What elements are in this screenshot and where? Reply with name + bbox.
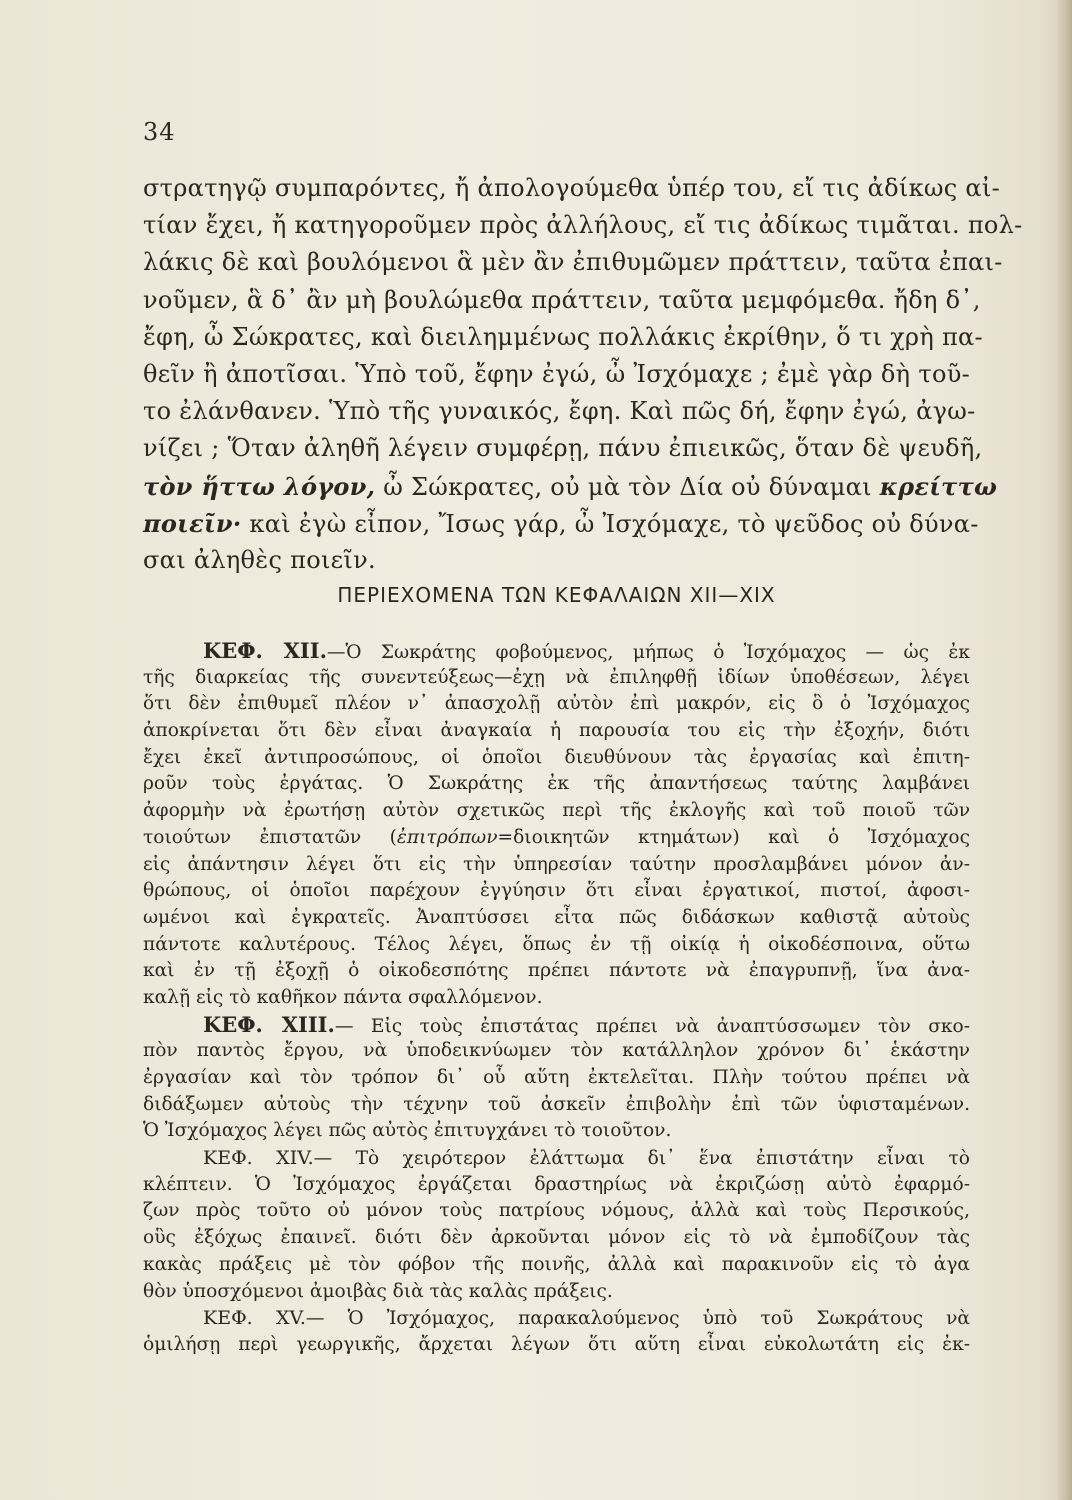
text-segment: —Ὁ Σωκράτης φοβούμενος, μήπως ὁ Ἰσχόμαχος — ὡς ἐκ bbox=[326, 642, 970, 663]
text-segment: — Τὸ χειρότερον ἐλάττωμα δι᾽ ἕνα ἐπιστάτην εἶναι τὸ bbox=[313, 1148, 970, 1170]
page-number: 34 bbox=[143, 118, 176, 146]
text-line: στρατηγῷ συμπαρόντες, ἤ ἀπολογούμεθα ὑπέρ του, εἴ τις ἀδίκως αἰ- bbox=[143, 174, 1001, 202]
text-line: ζων πρὸς τοῦτο οὐ μόνον τοὺς πατρίους νόμους, ἀλλὰ καὶ τοὺς Περσικούς, bbox=[143, 1200, 970, 1222]
text-segment: ὦ Σώκρατες, οὐ μὰ τὸν Δία οὐ δύναμαι bbox=[375, 472, 880, 501]
chapter-12-first-line bbox=[143, 638, 970, 665]
chapter-summaries bbox=[143, 638, 970, 1359]
text-line: νίζει ; Ὅταν ἀληθῆ λέγειν συμφέρῃ, πάνυ ἐπιεικῶς, ὅταν δὲ ψευδῆ, bbox=[143, 434, 983, 463]
chapter-label: ΚΕΦ. XII. bbox=[203, 638, 327, 663]
text-line: ἔχει ἐκεῖ ἀντιπροσώπους, οἱ ὁποῖοι διευθύνουν τὰς ἐργασίας καὶ ἐπιτη- bbox=[143, 746, 970, 768]
text-line: ἀποκρίνεται ὅτι δὲν εἶναι ἀναγκαία ἡ παρουσία του εἰς τὴν ἐξοχήν, διότι bbox=[143, 720, 970, 742]
chapter-15-first-line bbox=[143, 1305, 970, 1332]
text-line bbox=[143, 468, 998, 505]
text-line: ὅτι δὲν ἐπιθυμεῖ πλέον ν᾽ ἀπασχολῇ αὐτὸν ἐπὶ μακρόν, εἰς ὃ ὁ Ἰσχόμαχος bbox=[143, 693, 970, 715]
text-line: ροῦν τοὺς ἐργάτας. Ὁ Σωκράτης ἐκ τῆς ἀπαντήσεως ταύτης λαμβάνει bbox=[143, 773, 970, 795]
text-segment: =διοικητῶν κτημάτων) καὶ ὁ Ἰσχόμαχος bbox=[497, 826, 971, 848]
text-line: νοῦμεν, ἃ δ᾽ ἂν μὴ βουλώμεθα πράττειν, ταῦτα μεμφόμεθα. ἤδη δ᾽, bbox=[143, 285, 981, 314]
book-spine-edge bbox=[1058, 0, 1072, 1500]
text-line bbox=[143, 825, 970, 852]
text-line: οὓς ἐξόχως ἐπαινεῖ. διότι δὲν ἀρκοῦνται μόνον εἰς τὸ νὰ ἐμποδίζουν τὰς bbox=[143, 1227, 970, 1249]
text-line: εἰς ἀπάντησιν λέγει ὅτι εἰς τὴν ὑπηρεσίαν ταύτην προσλαμβάνει μόνον ἀν- bbox=[143, 853, 970, 875]
section-heading: ΠΕΡΙΕΧΟΜΕΝΑ ΤΩΝ ΚΕΦΑΛΑΙΩΝ XII—XIX bbox=[337, 583, 776, 607]
text-line bbox=[143, 505, 979, 542]
text-line: κλέπτειν. Ὁ Ἰσχόμαχος ἐργάζεται δραστηρίως νὰ ἐκριζώσῃ αὐτὸ ἐφαρμό- bbox=[143, 1173, 970, 1195]
text-line: θὸν ὑποσχόμενοι ἀμοιβὰς διὰ τὰς καλὰς πράξεις. bbox=[143, 1280, 613, 1302]
text-segment: — Ὁ Ἰσχόμαχος, παρακαλούμενος ὑπὸ τοῦ Σωκράτους νὰ bbox=[305, 1308, 970, 1330]
text-line: λάκις δὲ καὶ βουλόμενοι ἃ μὲν ἂν ἐπιθυμῶμεν πράττειν, ταῦτα ἐπαι- bbox=[143, 248, 1003, 277]
text-segment: τοιούτων ἐπιστατῶν ( bbox=[143, 826, 397, 848]
intro-paragraph bbox=[143, 170, 1023, 579]
emphasis-text: κρείττω bbox=[879, 471, 998, 501]
chapter-label: ΚΕΦ. XIII. bbox=[203, 1011, 335, 1037]
text-line: πὸν παντὸς ἔργου, νὰ ὑποδεικνύωμεν τὸν κατάλληλον χρόνον δι᾽ ἑκάστην bbox=[143, 1040, 970, 1062]
text-line: ἔφη, ὦ Σώκρατες, καὶ διειλημμένως πολλάκις ἐκρίθην, ὅ τι χρὴ πα- bbox=[143, 322, 983, 351]
italic-term: ἐπιτρόπων bbox=[396, 826, 498, 848]
text-line: ωμένοι καὶ ἐγκρατεῖς. Ἀναπτύσσει εἶτα πῶς διδάσκων καθιστᾷ αὐτοὺς bbox=[143, 906, 970, 928]
text-line: το ἐλάνθανεν. Ὑπὸ τῆς γυναικός, ἔφη. Καὶ πῶς δή, ἔφην ἐγώ, ἀγω- bbox=[143, 397, 976, 426]
chapter-14-first-line bbox=[143, 1145, 970, 1172]
text-line: καὶ ἐν τῇ ἐξοχῇ ὁ οἰκοδεσπότης πρέπει πάντοτε νὰ ἐπαγρυπνῇ, ἵνα ἀνα- bbox=[143, 960, 970, 982]
text-line: διδάξωμεν αὐτοὺς τὴν τέχνην τοῦ ἀσκεῖν ἐπιβολὴν ἐπὶ τῶν ὑφισταμένων. bbox=[143, 1093, 970, 1115]
text-line: θεῖν ἢ ἀποτῖσαι. Ὑπὸ τοῦ, ἔφην ἐγώ, ὦ Ἰσχόμαχε ; ἐμὲ γὰρ δὴ τοῦ- bbox=[143, 359, 970, 388]
text-line: Ὁ Ἰσχόμαχος λέγει πῶς αὐτὸς ἐπιτυγχάνει τὸ τοιοῦτον. bbox=[143, 1120, 672, 1142]
text-segment: καὶ ἐγὼ εἶπον, Ἴσως γάρ, ὦ Ἰσχόμαχε, τὸ ψεῦδος οὐ δύνα- bbox=[241, 509, 979, 538]
text-line: θρώπους, οἱ ὁποῖοι παρέχουν ἐγγύησιν ὅτι εἶναι ἐργατικοί, πιστοί, ἀφοσι- bbox=[143, 880, 970, 902]
text-line: πάντοτε καλυτέρους. Τέλος λέγει, ὅπως ἐν τῇ οἰκίᾳ ἡ οἰκοδέσποινα, οὕτω bbox=[143, 933, 970, 955]
text-line: ὁμιλήσῃ περὶ γεωργικῆς, ἄρχεται λέγων ὅτι αὕτη εἶναι εὐκολωτάτη εἰς ἐκ- bbox=[143, 1333, 970, 1355]
text-segment: — Εἰς τοὺς ἐπιστάτας πρέπει νὰ ἀναπτύσσωμεν τὸν σκο- bbox=[334, 1015, 971, 1037]
chapter-13-first-line bbox=[143, 1012, 970, 1039]
text-line: ἐργασίαν καὶ τὸν τρόπον δι᾽ οὗ αὕτη ἐκτελεῖται. Πλὴν τούτου πρέπει νὰ bbox=[143, 1067, 970, 1088]
text-line: ἀφορμὴν νὰ ἐρωτήσῃ αὐτὸν σχετικῶς περὶ τῆς ἐκλογῆς καὶ τοῦ ποιοῦ τῶν bbox=[143, 800, 970, 822]
text-line: κακὰς πράξεις μὲ τὸν φόβον τῆς ποινῆς, ἀλλὰ καὶ παρακινοῦν εἰς τὸ ἀγα bbox=[143, 1253, 970, 1275]
emphasis-text: ποιεῖν· bbox=[143, 508, 242, 538]
text-line: καλῇ εἰς τὸ καθῆκον πάντα σφαλλόμενον. bbox=[143, 986, 543, 1008]
emphasis-text: τὸν ἥττω λόγον, bbox=[143, 471, 376, 501]
chapter-label: ΚΕΦ. XV. bbox=[203, 1307, 306, 1330]
text-line: σαι ἀληθὲς ποιεῖν. bbox=[143, 545, 376, 574]
chapter-label: ΚΕΦ. XIV. bbox=[203, 1147, 314, 1170]
text-line: τῆς διαρκείας τῆς συνεντεύξεως—ἐχῃ νὰ ἐπιληφθῇ ἰδίων ὑποθέσεων, λέγει bbox=[143, 666, 970, 688]
text-line: τίαν ἔχει, ἤ κατηγοροῦμεν πρὸς ἀλλήλους, εἴ τις ἀδίκως τιμᾶται. πολ- bbox=[143, 211, 1023, 240]
